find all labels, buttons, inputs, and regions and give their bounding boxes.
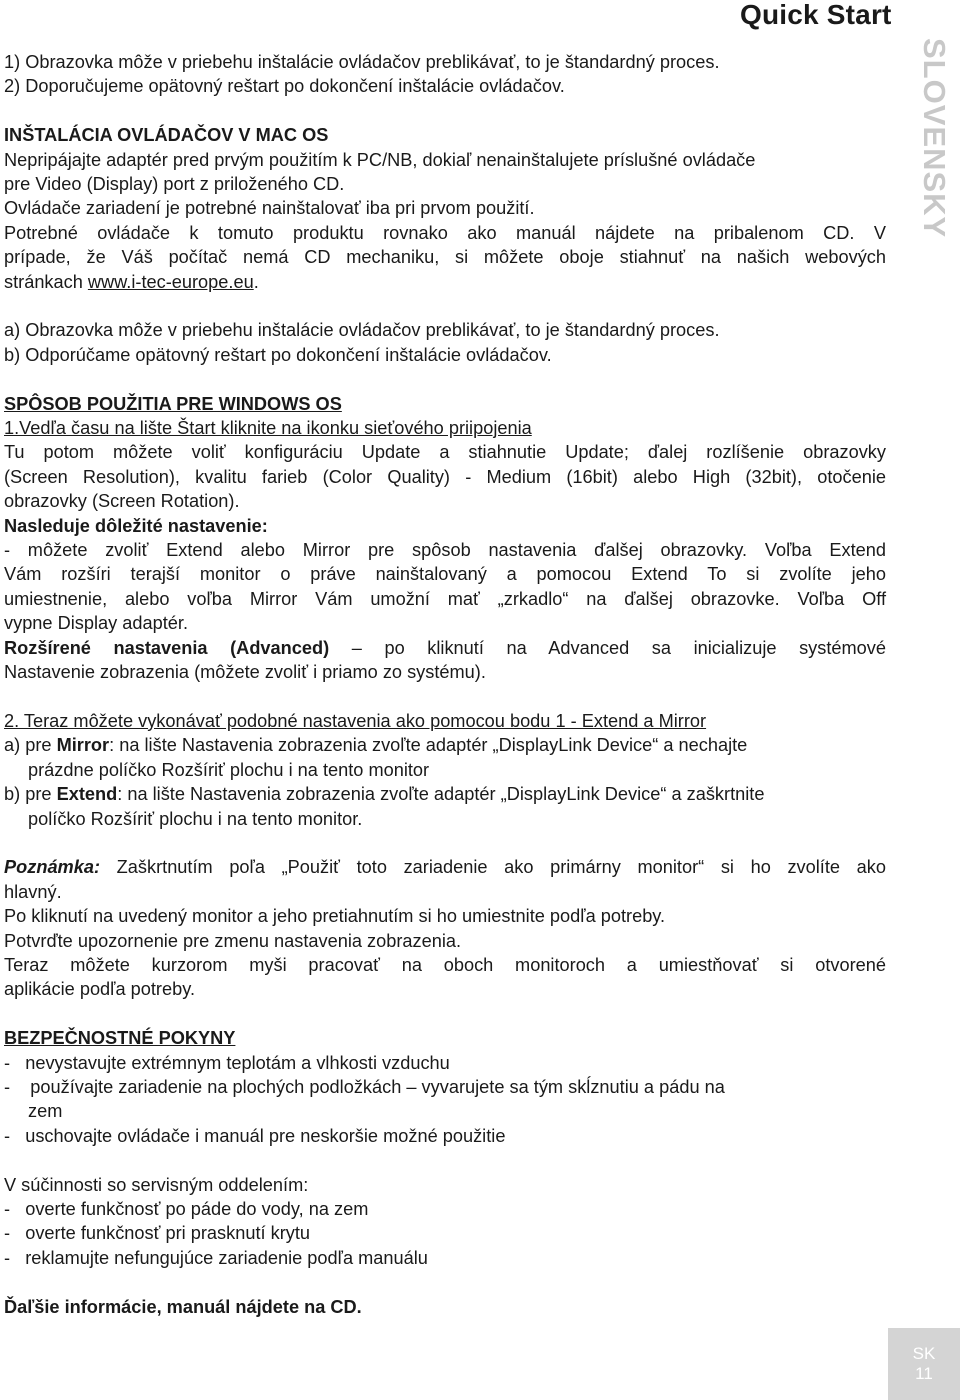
windows-paragraph-2a: - môžete zvoliť Extend alebo Mirror pre spôsob nastavenia ďalšej obrazovky. Voľba Extend (4, 540, 886, 561)
windows-paragraph-5a: Teraz môžete kurzorom myši pracovať na oboch monitoroch a umiestňovať si otvorené (4, 954, 886, 975)
safety-item-3: - uschovajte ovládače i manuál pre neskoršie možné použitie (4, 1125, 506, 1146)
safety-item-1: - nevystavujte extrémnym teplotám a vlhkosti vzduchu (4, 1052, 450, 1073)
mac-paragraph-3a: Potrebné ovládače k tomuto produktu rovnako ako manuál nájdete na pribalenom CD. V (4, 222, 886, 243)
windows-note (4, 855, 886, 879)
option-a-prefix: a) pre (4, 735, 57, 756)
document-body (4, 50, 886, 1319)
advanced-settings-text: – po kliknutí na Advanced sa inicializuje systémové (329, 637, 886, 658)
windows-advanced-line-2: Nastavenie zobrazenia (môžete zvoliť i priamo zo systému). (4, 662, 486, 683)
windows-important: Nasleduje dôležité nastavenie: (4, 515, 268, 536)
windows-paragraph-1b: (Screen Resolution), kvalitu farieb (Color Quality) - Medium (16bit) alebo High (32bit), otočenie (4, 466, 886, 487)
mac-note-a: a) Obrazovka môže v priebehu inštalácie ovládačov preblikávať, to je štandardný proces. (4, 320, 720, 341)
option-a-text: : na lište Nastavenia zobrazenia zvoľte adaptér „DisplayLink Device“ a nechajte (109, 735, 748, 756)
page-language-code: SK (912, 1344, 936, 1363)
windows-option-a (4, 733, 886, 757)
windows-paragraph-4: Potvrďte upozornenie pre zmenu nastavenia zobrazenia. (4, 930, 462, 951)
service-item-2: - overte funkčnosť pri prasknutí krytu (4, 1223, 311, 1244)
mac-paragraph-1b: pre Video (Display) port z priloženého CD. (4, 174, 345, 195)
mac-paragraph-3c (4, 270, 886, 294)
service-item-1: - overte funkčnosť po páde do vody, na zem (4, 1198, 369, 1219)
mac-website-suffix: . (253, 271, 259, 292)
safety-item-2: - používajte zariadenie na plochých podložkách – vyvarujete sa tým skĺznutiu a pádu na (4, 1076, 725, 1097)
mac-heading: INŠTALÁCIA OVLÁDAČOV V MAC OS (4, 125, 329, 146)
page-number: 11 (915, 1364, 933, 1383)
service-item-3: - reklamujte nefungujúce zariadenie podľa manuálu (4, 1247, 428, 1268)
option-b-text: : na lište Nastavenia zobrazenia zvoľte adaptér „DisplayLink Device“ a zaškrtnite (117, 784, 765, 805)
advanced-settings-label: Rozšírené nastavenia (Advanced) (4, 637, 330, 658)
windows-option-b (4, 782, 886, 806)
mac-paragraph-1a: Nepripájajte adaptér pred prvým použitím k PC/NB, dokiaľ nenainštalujete príslušné ovládače (4, 149, 756, 170)
mac-paragraph-3b: prípade, že Váš počítač nemá CD mechaniku, si môžete oboje stiahnuť na našich webových (4, 247, 886, 268)
windows-paragraph-5b: aplikácie podľa potreby. (4, 979, 196, 1000)
windows-paragraph-1a: Tu potom môžete voliť konfiguráciu Update a stiahnutie Update; ďalej rozlíšenie obrazovky (4, 442, 886, 463)
windows-heading: SPÔSOB POUŽITIA PRE WINDOWS OS (4, 393, 342, 414)
website-link[interactable]: www.i-tec-europe.eu (87, 271, 254, 292)
windows-step-1: 1.Vedľa času na lište Štart kliknite na ikonku sieťového priipojenia (4, 418, 532, 439)
note-text: Zaškrtnutím poľa „Použiť toto zariadenie ako primárny monitor“ si ho zvolíte ako (100, 857, 886, 878)
intro-line-2: 2) Doporučujeme opätovný reštart po dokončení inštalácie ovládačov. (4, 76, 565, 97)
mac-website-prefix: stránkach (4, 271, 88, 292)
note-label: Poznámka: (4, 857, 101, 878)
service-intro: V súčinnosti so servisným oddelením: (4, 1174, 309, 1195)
windows-option-b-line-2: políčko Rozšíriť plochu i na tento monitor. (28, 808, 363, 829)
windows-paragraph-2d: vypne Display adaptér. (4, 613, 189, 634)
option-a-mirror: Mirror (56, 735, 110, 756)
windows-note-line-2: hlavný. (4, 881, 62, 902)
option-b-prefix: b) pre (4, 784, 57, 805)
page-number-badge (888, 1328, 960, 1400)
mac-paragraph-2: Ovládače zariadení je potrebné nainštalovať iba pri prvom použití. (4, 198, 535, 219)
intro-line-1: 1) Obrazovka môže v priebehu inštalácie ovládačov preblikávať, to je štandardný proces. (4, 52, 720, 72)
page-title: Quick Start (740, 0, 892, 30)
safety-item-2-line-2: zem (28, 1101, 63, 1122)
windows-step-2: 2. Teraz môžete vykonávať podobné nastavenia ako pomocou bodu 1 - Extend a Mirror (4, 710, 707, 731)
windows-paragraph-2c: umiestnenie, alebo voľba Mirror Vám umožní mať „zrkadlo“ na ďalšej obrazovke. Voľba Off (4, 588, 886, 609)
safety-heading: BEZPEČNOSTNÉ POKYNY (4, 1028, 236, 1049)
language-side-label: SLOVENSKY (917, 38, 952, 239)
windows-advanced-line (4, 636, 886, 660)
option-b-extend: Extend (56, 784, 118, 805)
windows-option-a-line-2: prázdne políčko Rozšíriť plochu i na tento monitor (28, 759, 430, 780)
windows-paragraph-1c: obrazovky (Screen Rotation). (4, 491, 240, 512)
more-info: Ďaľšie informácie, manuál nájdete na CD. (4, 1296, 362, 1317)
windows-paragraph-2b: Vám rozšíri terajší monitor o práve nainštalovaný a pomocou Extend To si zvolíte jeho (4, 564, 886, 585)
mac-note-b: b) Odporúčame opätovný reštart po dokončení inštalácie ovládačov. (4, 344, 552, 365)
windows-paragraph-3: Po kliknutí na uvedený monitor a jeho pretiahnutím si ho umiestnite podľa potreby. (4, 906, 666, 927)
